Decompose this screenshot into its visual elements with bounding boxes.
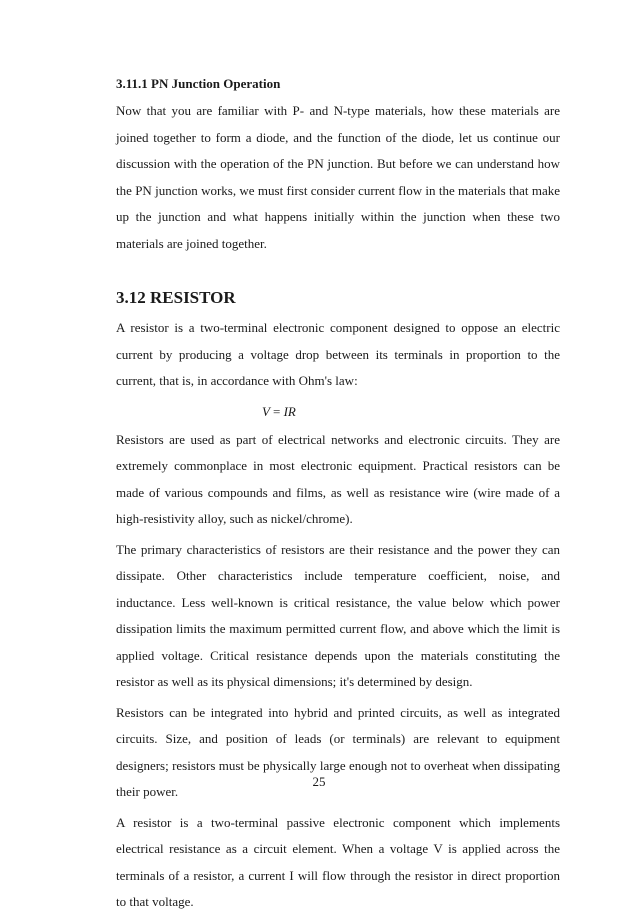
resistor-intro-paragraph: A resistor is a two-terminal electronic component designed to oppose an electric current by producing a voltage drop between its terminals in proportion to the current, that is, in accordance with Ohm's law: xyxy=(116,320,560,388)
resistor-paragraph: The primary characteristics of resistors are their resistance and the power they can dissipate. Other characteristics include temperature coefficient, noise, and inductance. Less well-known is critical resistance, the value below which power dissipation limits the maximum permitted current flow, and above which the limit is applied voltage. Critical resistance depends upon the materials constituting the resistor as well as its physical dimensions; it's determined by design. xyxy=(116,541,560,689)
resistor-paragraph: Resistors can be integrated into hybrid and printed circuits, as well as integrated circuits. Size, and position of leads (or terminals) are relevant to equipment designers; resistors must be physically large enough not to overheat when dissipating their power. xyxy=(116,704,560,799)
resistor-paragraph: Resistors are used as part of electrical networks and electronic circuits. They are extremely commonplace in most electronic equipment. Practical resistors can be made of various compounds and films, as well as resistance wire (wire made of a high-resistivity alloy, such as nickel/chrome). xyxy=(116,431,560,526)
equation-lhs: V xyxy=(262,403,270,419)
page-content xyxy=(116,70,560,920)
ohms-law-equation xyxy=(116,399,560,425)
section-title: 3.12 RESISTOR xyxy=(116,288,236,307)
page-number: 25 xyxy=(312,774,326,789)
resistor-paragraph: A resistor is a two-terminal passive electronic component which implements electrical resistance as a circuit element. When a voltage V is applied across the terminals of a resistor, a current I will flow through the resistor in direct proportion to that voltage. xyxy=(116,814,560,909)
equation-operator: = xyxy=(272,403,281,419)
pn-junction-paragraph: Now that you are familiar with P- and N-type materials, how these materials are joined together to form a diode, and the function of the diode, let us continue our discussion with the operation of the PN junction. But before we can understand how the PN junction works, we must first consider current flow in the materials that make up the junction and what happens initially within the junction when these two materials are joined together. xyxy=(116,103,560,251)
equation-rhs: IR xyxy=(283,403,296,419)
subsection-title: 3.11.1 PN Junction Operation xyxy=(116,76,281,91)
